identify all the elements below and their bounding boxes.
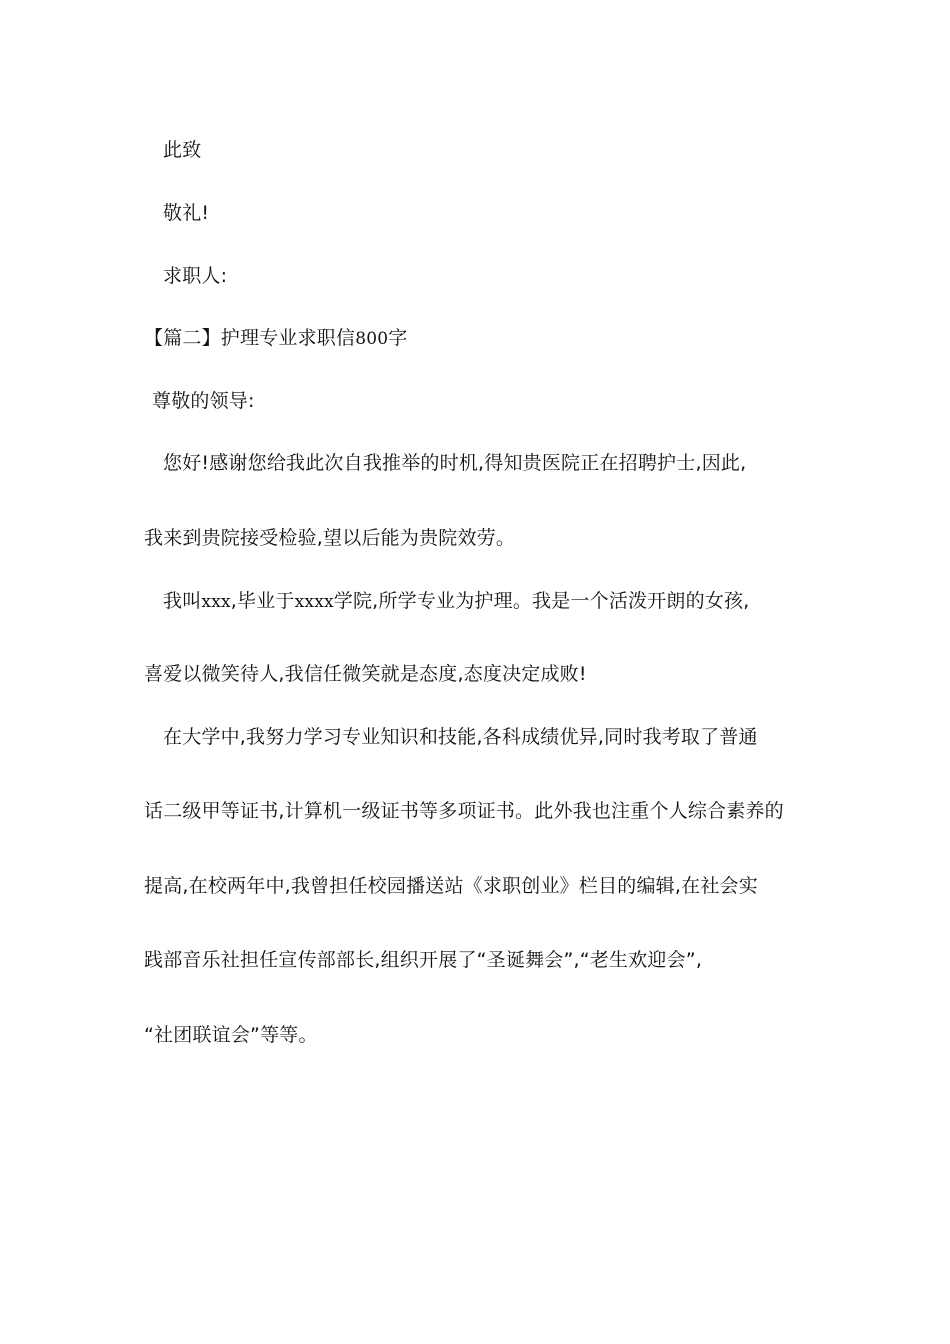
p2-text-b: ,毕业于 [230,590,295,612]
paragraph-3-line-3: 提高,在校两年中,我曾担任校园播送站《求职创业》栏目的编辑,在社会实 [144,875,758,897]
paragraph-1-line-1: 您好!感谢您给我此次自我推举的时机,得知贵医院正在招聘护士,因此, [163,452,747,474]
paragraph-3-line-1: 在大学中,我努力学习专业知识和技能,各科成绩优异,同时我考取了普通 [163,726,758,748]
paragraph-1-line-2: 我来到贵院接受检验,望以后能为贵院效劳。 [144,527,516,549]
paragraph-2-line-2: 喜爱以微笑待人,我信任微笑就是态度,态度决定成败! [144,663,587,685]
paragraph-2-line-1 [163,589,749,614]
paragraph-3-line-4: 践部音乐社担任宣传部部长,组织开展了“圣诞舞会”,“老生欢迎会”, [144,949,703,971]
p2-text-a: 我叫 [163,590,202,612]
p2-name: xxx [201,592,231,612]
section-heading-number: 800 [355,329,389,349]
section-heading-suffix: 字 [388,327,408,349]
section-heading [144,326,407,351]
signature-label: 求职人: [163,265,228,287]
section-heading-prefix: 【篇二】护理专业求职信 [144,327,356,349]
p2-text-c: 学院,所学专业为护理。我是一个活泼开朗的女孩, [333,590,750,612]
closing-salutation-1: 此致 [163,139,202,161]
closing-salutation-2: 敬礼! [163,202,210,224]
paragraph-3-line-2: 话二级甲等证书,计算机一级证书等多项证书。此外我也注重个人综合素养的 [144,800,784,822]
paragraph-3-line-5: “社团联谊会”等等。 [144,1024,318,1046]
p2-school: xxxx [294,592,334,612]
greeting: 尊敬的领导: [152,390,255,412]
